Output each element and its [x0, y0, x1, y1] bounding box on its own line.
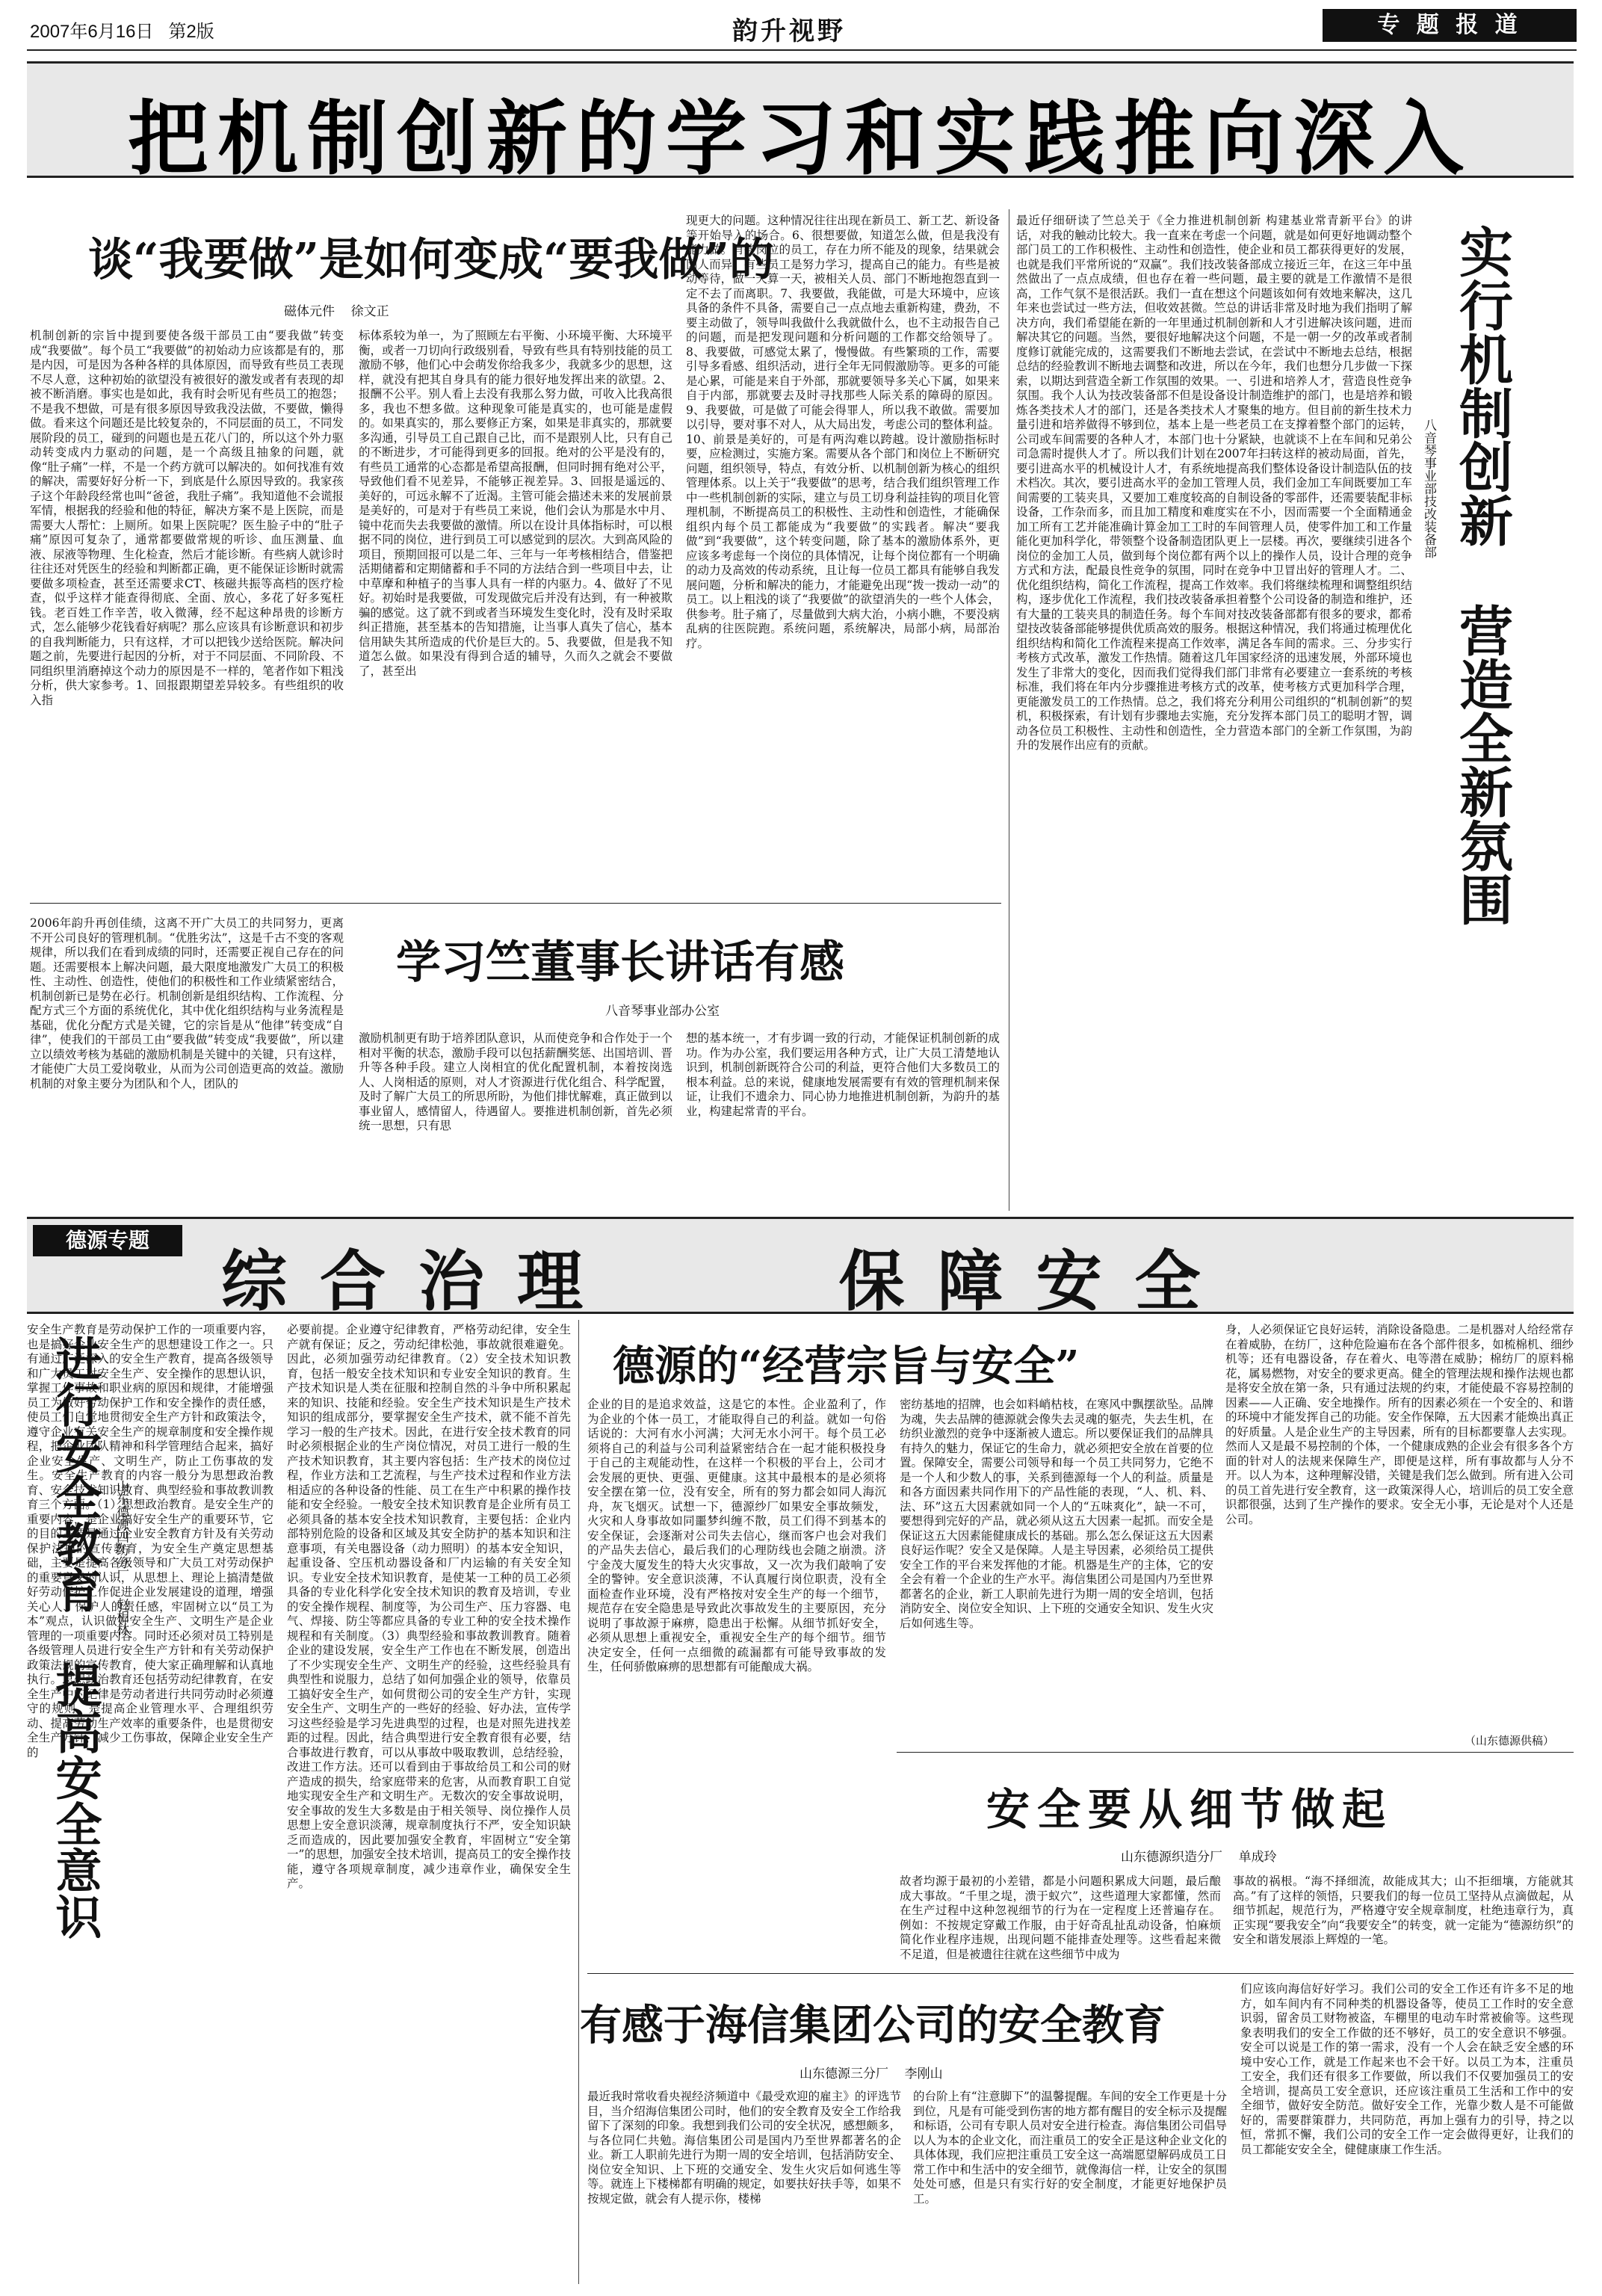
article7-byline: 山东德源三分厂 李刚山: [800, 2067, 943, 2081]
paper-name: 韵升视野: [732, 16, 846, 46]
divider-a1-a2: [30, 903, 1001, 904]
article7-col1: 最近我时常收看央视经济频道中《最受欢迎的雇主》的评选节目，当介绍海信集团公司时，他们的安全教育及安全工作给我留下了深刻的印象。我想到我们公司的安全状况，感想颇多，与各位同仁共勉。海信集团公司是国内乃至世界都著名的企业。新工人职前先进行为期一周的安全培训，包括消防安全、岗位安全知识、上下班的交通安全、发生火灾后如何逃生等等。就连上下楼梯都有明确的规定，如要扶好扶手等，如果不按规定做，就会有人提示你，楼梯: [587, 2090, 901, 2206]
section-tag: 专 题 报 道: [1323, 9, 1577, 42]
article6-byline: 山东德源织造分厂 单成玲: [1121, 1850, 1277, 1865]
masthead: [0, 0, 1602, 49]
top-banner: [27, 61, 1574, 186]
article5-headline: 德源的“经营宗旨与安全”: [613, 1342, 1080, 1391]
article5-col3: 身，人必须保证它良好运转，消除设备隐患。二是机器对人给经常存在着威胁，在纺厂，这种危险遍布在各个部件很多，如梳棉机、细纱机等；还有电器设备，存在着火、电等潜在威胁；棉纺厂的原料棉花，属易燃物，对安全的要求更高。健全的管理法规和操作法规也都是将安全放在第一条，只有通过法规的约束，才能使最不容易控制的因素——人正确、安全地操作。所有的因素必须在一个安全的、和谐的环境中才能发挥自己的功能。安全作保障，五大因素才能焕出真正的好质量。人是企业生产的主导因素，所有的目标都要靠人去实现。然而人又是最不易控制的个体，一个健康成熟的企业会有很多各个方面的针对人的法规来保障生产，即便是这样，所有事故都与人分不开。以人为本，这种理解没错，关键是我们怎么做到。所有进入公司的员工首先进行安全教育，这一政策深得人心，培训后的员工安全意识都很强，达到了生产操作的要求。安全无小事，无论是对个人还是公司。: [1225, 1323, 1574, 1526]
article5-col1: 企业的目的是追求效益，这是它的本性。企业盈利了，作为企业的个体一员工，才能取得自己的利益。就如一句俗话说的：大河有水小河满；大河无水小河干。每个员工必须将自己的利益与公司利益紧密结合在一起才能积极投身于自己的主观能动性，在这样一个积极的平台上，公司才会发展的更快、更强、更健康。这其中最根本的是必须将安全摆在第一位，没有安全，所有的努力都会如同人海沉舟，灰飞烟灭。试想一下，德源纱厂如果安全事故频发，火灾和人身事故如同噩梦纠缠不散，员工们得不到基本的安全保证，会逐渐对公司失去信心，继而客户也会对我们的产品失去信心，最后我们的心理防线也会随之崩溃。济宁金茂大厦发生的特大火灾事故，又一次为我们敲响了安全的警钟。安全意识淡薄，不认真履行岗位职责，没有全面检查作业环境，没有严格按对安全生产的每一个细节，规范存在安全隐患是导致此次事故发生的主要原因，充分说明了事故源于麻痹，隐患出于松懈。从细节抓好安全，必须从思想上重视安全，重视安全生产的每个细节。细节决定安全，任何一点细微的疏漏都有可能导致事故的发生，任何骄傲麻痹的思想都有可能酿成大祸。: [587, 1398, 886, 1673]
band2: [27, 1217, 1574, 1320]
article7-col2: 的台阶上有“注意脚下”的温馨提醒。车间的安全工作更是十分到位，凡是有可能受到伤害的地方都有醒目的安全标示及提醒和标语，公司有专职人员对安全进行检查。海信集团公司倡导以人为本的企业文化，而注重员工的安全正是这种企业文化的具体体现，我们应把注重员工安全这一高端愿望解码成员工日常工作中和生活中的安全细节，就像海信一样，让安全的氛围处处可感，但是只有实行好的安全制度，才能更好地保护员工。: [913, 2090, 1227, 2206]
date-issue: 2007年6月16日 第2版: [30, 22, 214, 42]
article2-headline: 学习竺董事长讲话有感: [396, 936, 844, 989]
divider-a4-a5: [578, 1320, 579, 2284]
article4-col1: 安全生产教育是劳动保护工作的一项重要内容，也是搞好企业安全生产的思想建设工作之一。只有通过广泛深入的安全生产教育，提高各级领导和广大员工对安全生产、安全操作的思想认识，掌握工作事故和职业病的原因和规律，才能增强员工为做好劳动保护工作和安全操作的责任感，使员工们自觉地贯彻安全生产方针和政策法令，遵守企业有关安全生产的规章制度和安全操作规程，把企业团队精神和科学管理结合起来，搞好企业安全生产、文明生产，防止工伤事故的发生。安全生产教育的内容一般分为思想政治教育、安全技术知识教育、典型经验和事故教训教育三个方面。（1）思想政治教育。是安全生产的重要内容，是企业搞好安全生产的重要环节，它的目的主要是通过企业安全教育方针及有关劳动保护法规的宣传教育，为安全生产奠定思想基础，主要是提高各级领导和广大员工对劳动保护的重要意义的认识，从思想上、理论上搞清楚做好劳动保护工作促进企业发展建设的道理，增强关心人、保护人的责任感，牢固树立以“员工为本”观点，认识做好安全生产、文明生产是企业管理的一项重要内容。同时还必须对员工特别是各级管理人员进行安全生产方针和有关劳动保护政策法规的宣传教育，使大家正确理解和认真地执行。思想政治教育还包括劳动纪律教育，在安全生产中的纪律是劳动者进行共同劳动时必须遵守的规则，是提高企业管理水平、合理组织劳动、提高劳动生产效率的重要条件，也是贯彻安全生产方针，减少工伤事故，保障企业安全生产的: [27, 1323, 273, 1759]
article5-col2: 密纺基地的招牌，也会如料峭枯枝，在寒风中飘摆欲坠。品牌为魂，失去品牌的德源就会像失去灵魂的躯壳，失去生机，在纺织业激烈的竞争中逐渐被人遗忘。所以要保证我们的品牌具有持久的魅力，保证它的生命力，就必须把安全放在首要的位置。保障安全，需要公司领导和每一个员工共同努力，它绝不是一个人和少数人的事，关系到德源每一个人的利益。质量是和各方面因素共同作用下的产品性能的表现，“人、机、料、法、环”这五大因素就如同一个人的“五味爽化”，缺一不可，要想得到完好的产品，就必须从这五大因素一起抓。而安全是保证这五大因素能健康成长的基础。那么怎么保证这五大因素良好运作呢？安全又是保障。人是主导因素，必须给员工提供安全工作的平台来发挥他的才能。机器是生产的主体，它的安全会有着一个企业的生产水平。海信集团公司是国内乃至世界都著名的企业，新工人职前先进行为期一周的安全培训，包括消防安全、岗位安全知识、上下班的交通安全知识、发生火灾后如何逃生等。: [900, 1398, 1213, 1630]
article6-headline: 安全要从细节做起: [986, 1784, 1394, 1835]
article4-headline: 进行安全教育 提高安全意识: [48, 1335, 102, 1939]
article3-headline: 实行机制创新 营造全新氛围: [1450, 224, 1514, 927]
article7-col3: 们应该向海信好好学习。我们公司的安全工作还有许多不足的地方，如车间内有不同种类的机器设备等，使员工工作时的安全意识弱，留舍员工财物被盗，车棚里的电动车时常被偷等。这些现象表明我们的安全工作做的还不够好，员工的安全意识不够强。安全可以说是工作的第一需求，没有一个人会在缺乏安全感的环境中安心工作，就是工作起来也不会干好。以员工为本，注重员工安全，我们还有很多工作要做，所以我们不仅要加强员工的安全培训，提高员工安全意识，还应该注重员工生活和工作中的安全细节，做好安全防范。做好安全工作，光靠少数人是不可能做好的，需要群策群力，共同防范，再加上强有力的引导，持之以恒，常抓不懈，我们公司的安全工作一定会做得更好，让我们的员工都能安安全全，健健康康工作生活。: [1240, 1982, 1574, 2156]
article3-byline: 八音琴事业部技改装备部: [1421, 419, 1436, 558]
divider-a5-a7: [587, 1973, 1574, 1974]
article2-byline: 八音琴事业部办公室: [605, 1004, 720, 1019]
article2-col2: 激励机制更有助于培养团队意识，从而使竞争和合作处于一个相对平衡的状态，激励手段可以包括薪酬奖惩、出国培训、晋升等各种手段。建立人岗相宜的优化配置机制，本着按岗选人、人岗相适的原则，对人才资源进行优化组合、科学配置，及时了解广大员工的所思所盼，为他们排忧解难，真正做到以事业留人，感情留人，待遇留人。要推进机制创新，首先必须统一思想，只有思: [359, 1031, 672, 1132]
article2-col3: 想的基本统一，才有步调一致的行动，才能保证机制创新的成功。作为办公室，我们要运用各种方式，让广大员工清楚地认识到，机制创新既符合公司的利益，更符合他们大多数员工的根本利益。总的来说，健康地发展需要有有效的管理机制来保证，让我们不遗余力、同心协力地推进机制创新，为韵升的基业，构建起常青的平台。: [686, 1031, 1000, 1118]
article1-col2: 标体系较为单一，为了照顾左右平衡、小环境平衡、大环境平衡，或者一刀切向行政级别看，导致有些具有特别技能的员工激励不够，他们心中会萌发你给我多少，我就多少的思想，这样，就没有把其自身具有的能力很好地发挥出来的欲望。2、报酬不公平。别人看上去没有我那么努力做，可收入比我高很多，我也不想多做。这种现象可能是真实的，也可能是虚假的。如果真实的，那么要修正方案，如果是非真实的，那就要多沟通，引导员工自己跟自己比，而不是跟别人比，只有自己的不断进步，才可能得到更多的回报。绝对的公平是没有的，有些员工通常的心态都是希望高报酬，但同时拥有绝对公平，导致他们看不见差异，不能够正视差异。3、回报是遥远的、美好的，可远永解不了近渴。主管可能会描述未来的发展前景是美好的，可是对于有些员工来说，他们会认为那是水中月、镜中花而失去我要做的激情。所以在设计具体指标时，可以根据不同的岗位，进行到员工可以感觉到的层次。大到高风险的项目，预期回报可以是二年、三年与一年考核相结合，借鉴把活期储蓄和定期储蓄和手不同的方法结合到一些项目中去，让中草摩和种植子的当事人具有一样的内驱力。4、做好了不见好。初始时是我要做，可发现做完后并没有达到，有一种被欺骗的感觉。这了就不到或者当环境发生变化时，没有及时采取纠正措施，甚至基本的告知措施，让当事人真失了信心，基本信用缺失其所造成的代价是巨大的。5、我要做，但是我不知道怎么做。如果没有得到合适的辅导，久而久之就会不要做了，甚至出: [359, 329, 672, 678]
article5-source: （山东德源供稿）: [1465, 1734, 1555, 1747]
divider-a5-a6: [897, 1752, 1574, 1753]
article1-headline: 谈“我要做”是如何变成“要我做”的: [88, 234, 775, 286]
article6-col1: 故者均源于最初的小差错，都是小问题积累成大问题，最后酿成大事故。“千里之堤，溃于蚁穴”，这些道理大家都懂，然而在生产过程中这种忽视细节的行为在一定程度上还普遍存在。例如：不按规定穿戴工作服，由于好奇乱扯乱动设备，怕麻烦简化作业程序违规，出现问题不能排查处理等。这些看起来微不足道，但是被遗往往就在这些细节中成为: [900, 1874, 1221, 1961]
article2-col1: 2006年韵升再创佳绩，这离不开广大员工的共同努力，更离不开公司良好的管理机制。“优胜劣汰”，这是千古不变的客观规律，所以我们在看到成绩的同时，还需要正视自己存在的问题。还需要根本上解决问题，最大限度地激发广大员工的积极性、主动性、创造性，使他们的积极性和工作业绩紧密结合，机制创新已是势在必行。机制创新是组织结构、工作流程、分配方式三个方面的系统优化，其中优化组织结构与业务流程是基础，优化分配方式是关键，它的宗旨是从“他律”转变成“自律”，使我们的干部员工由“要我做”转变成“我要做”，所以建立以绩效考核为基础的激励机制是关键中的关键，只有这样，才能使广大员工爱岗敬业，从而为公司创造更高的效益。激励机制的对象主要分为团队和个人，团队的: [30, 916, 344, 1090]
article4-col2: 必要前提。企业遵守纪律教育，严格劳动纪律，安全生产就有保证；反之，劳动纪律松弛，事故就很难避免。因此，必须加强劳动纪律教育。（2）安全技术知识教育，包括一般安全技术知识和专业安全知识的教育。生产技术知识是人类在征服和控制自然的斗争中所积累起来的知识、技能和经验。安全生产技术知识是生产技术知识的组成部分，要掌握安全生产技术，就不能不首先学习一般的生产技术。因此，在进行安全技术教育的同时必须根据企业的生产岗位情况，对员工进行一般的生产技术知识教育，其主要内容包括：生产技术的岗位过程，作业方法和工艺流程，与生产技术过程和作业方法相适应的各种设备的性能、员工在生产中积累的操作技能和安全经验。一般安全技术知识教育是企业所有员工必须具备的基本安全技术知识教育，主要包括：企业内部特别危险的设备和区域及其安全防护的基本知识和注意事项，有关电器设备（动力照明）的基本安全知识，起重设备、空压机动器设备和厂内运输的有关安全知识。专业安全技术知识教育，是使某一工种的员工必须具备的专业化科学化安全技术知识的教育及培训，专业的安全操作规程、制度等，为公司生产、压力容器、电气、焊接、防尘等都应具备的专业工种的安全技术操作规程和有关制度。（3）典型经验和事故教训教育。随着企业的建设发展，安全生产工作也在不断发展，创造出了不少实现安全生产、文明生产的经验，这些经验具有典型性和说服力，总结了如何加强企业的领导，依靠员工搞好安全生产，如何贯彻公司的安全生产方针，实现安全生产、文明生产的一些好的经验、好办法，宣传学习这些经验是学习先进典型的过程，也是对照先进找差距的过程。因此，结合典型进行安全教育很有必要，结合事故进行教育，可以从事故中吸取教训，总结经验，改进工作方法。还可以看到由于事故给员工和公司的财产造成的损失，给家庭带来的危害，从而教育职工自觉地实现安全生产和文明生产。无数次的安全事故说明，安全事故的发生大多数是由于相关领导、岗位操作人员思想上安全意识淡薄，规章制度执行不严，安全知识缺乏而造成的，因此要加强安全教育，牢固树立“安全第一”的思想，加强安全技术培训，提高员工的安全操作技能，遵守各项规章制度，减少违章作业，确保安全生产。: [287, 1323, 571, 1890]
article7-headline: 有感于海信集团公司的安全教育: [580, 2001, 1166, 2050]
article4-byline: 山东德源四纺分厂 赵相林: [114, 1480, 129, 1636]
band2-headline: 综合治理 保障安全: [221, 1243, 1234, 1320]
article6-col2: 事故的祸根。“海不择细流，故能成其大；山不拒细壤，方能就其高。”有了这样的领悟，只要我们的每一位员工坚持从点滴做起，从细节抓起，规范行为，严格遵守安全规章制度，杜绝违章行为，真正实现“要我安全”向“我要安全”的转变，就一定能为“德源纺织”的安全和谐发展添上辉煌的一笔。: [1233, 1874, 1574, 1946]
article1-col3: 现更大的问题。这种情况往往出现在新员工、新工艺、新设备等开始导入的场合。6、很想要做，知道怎么做，但是我没有能力做。有些岗位的员工，存在力所不能及的现象，结果就会因人而异，有些员工是努力学习，提高自己的能力。有些是被动等待，做一天算一天，被相关人员、部门不断地抱怨直到一定不去了而离职。7、我要做，我能做，可是大环境中，应该具备的条件不具备，需要自己一点点地去重新构建，费劲，不要主动做了，领导叫我做什么我就做什么，也不主动报告自己的问题，而是把发现问题和分析问题的工作都交给领导了。8、我要做，可感觉太累了，慢慢做。有些繁琐的工作，需要引导多看感、组织活动，进行全年无同假激励等。更多的可能是心累，可能是来自于外部，那就要领导多关心下属，如果来自于内部，那就要去及时寻找那些人际关系的障碍的原因。9、我要做，可是做了可能会得罪人，所以我不敢做。需要加以引导，要对事不对人，从大局出发，考虑公司的整体利益。10、前景是美好的，可是有两沟难以跨越。设计激励指标时要，应检测过，实施方案。需要从各个部门和岗位上不断研究问题，组织领导，特点，有效分析、以机制创新为核心的组织管理体系。以上关于“我要做”的思考，结合我们组织管理工作中一些机制创新的实际，建立与员工切身利益挂钩的项目化管理机制，不断提高员工的积极性、主动性和创造性，才能确保组织内每个员工都能成为“我要做”的实践者。解决“要我做”到“我要做”，这个转变问题，除了基本的激励体系外，更应该多考虑每一个岗位的具体情况，让每个岗位都有一个明确的动力及高效的传动系统，且让每一位员工都具有能够自我发展问题，分析和解决的能力，才能避免出现“拨一拨动一动”的员工。以上粗浅的谈了“我要做”的欲望消失的一些个人体会，供参考。肚子痛了，尽量做到大病大治，小病小瞧，不要没病乱病的往医院跑。系统问题，系统解决，局部小病，局部治疗。: [686, 214, 1000, 650]
masthead-rule: [27, 49, 1577, 51]
top-banner-headline: 把机制创新的学习和实践推向深入: [127, 93, 1473, 186]
article1-col1: 机制创新的宗旨中提到要使各级干部员工由“要我做”转变成“我要做”。每个员工“我要做”的初始动力应该都是有的，那是内因，可是因为各种各样的具体原因，而导致有些员工表现不尽人意，这种初始的欲望没有被很好的激发或者有表现的却被不断消磨。事实也是如此，我有时会听见有些员工的抱怨；不是我不想做，可是有很多原因导致我没法做，不要做，懒得做。看来这个问题还是比较复杂的，不同层面的员工，不同发展阶段的员工，碰到的问题也是五花八门的，所以这个外力驱动转变成内力驱动的问题，是一个高级且抽象的问题，就像“肚子痛”一样，不是一个药方就可以解决的。如何找准有效的解决，需要好好分析一下，到底是什么原因导致的。我家孩子这个年龄段经常也叫“爸爸，我肚子痛”。我知道他不会谎报军情，根据我的经验和他的特征，解决方案不是上医院，而是需要大人帮忙：上厕所。如果上医院呢？医生脸子中的“肚子痛”原因可复杂了，通常都要做常规的听诊、血压测量、血液、尿液等物理、生化检查，然后才能诊断。有些病人就诊时往往还对凭医生的经验和判断都正确，更不能保证诊断时就需要做多项检查，甚至还需要求CT、核磁共振等高档的医疗检查，似乎这样才能查得彻底、全面、放心，多花了好多冤枉钱。老百姓工作辛苦，收入微薄，经不起这种昂贵的诊断方式，怎么能够少花钱看好病呢？那么应该具有诊断意识和初步的自我判断能力，只有这样，才可以把钱少送给医院。解决问题之前，先要进行起因的分析，对于不同层面、不同阶段、不同组织里消磨掉这个动力的原因是不一样的，笔者作如下粗浅分析，供大家参考。1、回报跟期望差异较多。有些组织的收入指: [30, 329, 344, 707]
article1-byline: 磁体元件 徐文正: [284, 304, 389, 319]
band2-tag: 德源专题: [33, 1225, 182, 1256]
article3-body: 最近仔细研读了竺总关于《全力推进机制创新 构建基业常青新平台》的讲话，对我的触动比较大。我一直来在考虑一个问题，就是如何更好地调动整个部门员工的工作积极性、主动性和创造性，使企业和员工都获得更好的发展，也就是我们平常所说的“双赢”。我们技改装备部成立接近三年，在这三年中虽然做出了一点点成绩，但也存在着一些问题，最主要的就是工作激情不是很高，工作气氛不是很活跃。我们一直在想这个问题该如何有效地来解决，这几年来也尝试过一些方法，但收效甚微。竺总的讲话非常及时地为我们指明了解决方向，我们希望能在新的一年里通过机制创新和人才引进解决该问题，进而解决其它的问题。当然，要很好地解决这个问题，不是一朝一夕的改革或者制度修订就能完成的，这需要我们不断地去尝试，在尝试中不断地去总结，根据总结的经验教训不断地去调整和改进，所以在今年，我们也想分几步做一下探索，以期达到营造全新工作氛围的效果。一、引进和培养人才，营造良性竞争氛围。我个人认为技改装备部不但是设备设计制造维护的部门，也是培养和锻炼各类技术人才的部门，还是各类技术人才聚集的地方。但目前的新生技术力量引进和培养做得不够到位，基本上是一些老员工在支撑着整个部门的运转，公司或车间需要的各种人才，本部门也十分紧缺，也就谈不上在车间和兄弟公司急需时提供人才了。所以我们计划在2007年扫转这样的被动局面，首先，要引进高水平的机械设计人才，有系统地提高我们整体设备设计制造队伍的技术档次。其次，要引进高水平的金加工管理人员，我们金加工车间既要加工车间需要的工装夹具，又要加工难度较高的自制设备的零部件，还需要装配非标设备，工作杂而多，而且加工精度和难度实在不小，因而需要一个全面精通金加工所有工艺并能准确计算金加工工时的车间管理人员，使零件加工和工作量能化更加科学化，带领整个设备制造团队更上一层楼。再次，要继续引进各个岗位的金加工人员，做到每个岗位都有两个以上的操作人员，设计合理的竞争方式和方法，配最良性竞争的氛围，同时在竞争中卫冒出好的管理人才。二、优化组织结构，简化工作流程，提高工作效率。我们将继续梳理和调整组织结构，逐步优化工作流程，我们技改装备承担着整个公司设备的制造和维护，还有大量的工装夹具的制造任务。每个车间对技改装备部都有很多的要求，都希望技改装备部能够提供优质高效的服务。根据这种情况，我们将通过梳理优化组织结构和简化工作流程来提高工作效率，满足各车间的需求。三、分步实行考核方式改革，激发工作热情。随着这几年国家经济的迅速发展，外部环境也发生了非常大的变化，因而我们觉得我们部门非常有必要建立一套系统的考核标准，我们将在年内分步骤推进考核方式的改革，使考核方式更加科学合理，更能激发员工的工作热情。总之，我们将充分利用公司组织的“机制创新”的契机，积极探索，有计划有步骤地去实施，充分发挥本部门员工的聪明才智，调动各位员工积极性、主动性和创造性，全力营造本部门的全新工作氛围，为韵升的发展作出应有的贡献。: [1016, 214, 1412, 752]
